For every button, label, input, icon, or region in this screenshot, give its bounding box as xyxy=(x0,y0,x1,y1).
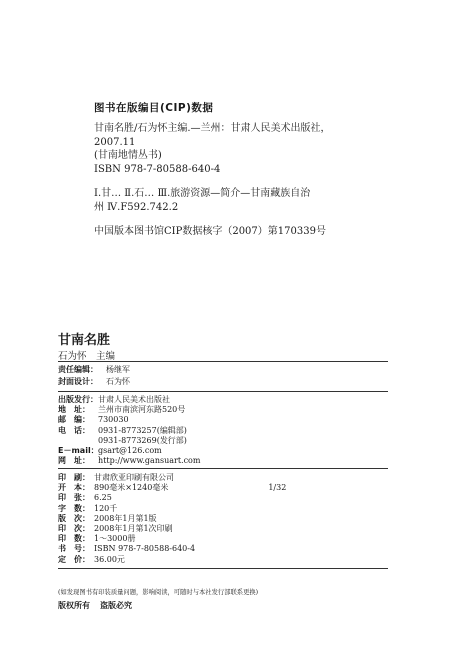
cip-title: 图书在版编目(CIP)数据 xyxy=(94,102,214,114)
divider xyxy=(58,391,388,392)
info-label: 网 址： xyxy=(58,456,90,466)
credit-value: 石为怀 xyxy=(106,377,130,386)
spec-row-edition xyxy=(58,514,286,524)
spec-value: 2008年1月第1次印刷 xyxy=(94,524,173,534)
publisher-info xyxy=(58,395,200,466)
credit-value: 杨继军 xyxy=(106,365,130,374)
address-value: 兰州市南滨河东路520号 xyxy=(98,405,186,415)
spec-row-copies xyxy=(58,534,286,544)
cip-line: 2007.11 xyxy=(94,136,136,148)
info-label: E－mail： xyxy=(58,446,99,456)
spec-value: 120千 xyxy=(94,503,118,513)
info-row-phone xyxy=(58,426,200,436)
email-value: gsart@126.com xyxy=(98,446,162,456)
spec-label: 印 数： xyxy=(58,534,90,544)
spec-value: 甘肃欣亚印刷有限公司 xyxy=(94,473,174,482)
quality-note: (如发现图书有印装质量问题，影响阅读，可随时与本社发行部联系更换) xyxy=(58,589,259,596)
spec-value: 1～3000册 xyxy=(94,534,136,544)
book-editor: 石为怀 主编 xyxy=(58,351,116,362)
info-row-email xyxy=(58,446,200,456)
spec-value: 890毫米×1240毫米 xyxy=(94,483,169,493)
info-label: 邮 编： xyxy=(58,415,90,425)
piracy-warning: 盗版必究 xyxy=(100,601,132,610)
spec-row-impression xyxy=(58,524,286,534)
cip-spacer xyxy=(94,176,331,187)
spec-value-fold: 1/32 xyxy=(268,483,287,493)
book-title: 甘南名胜 xyxy=(58,333,111,348)
info-label: 地 址： xyxy=(58,405,90,415)
cip-class-line: Ⅰ.甘… Ⅱ.石… Ⅲ.旅游资源—简介—甘南藏族自治 xyxy=(94,188,311,199)
phone-value: 0931-8773257(编辑部) xyxy=(98,425,187,435)
divider xyxy=(58,361,388,362)
spec-row-isbn xyxy=(58,544,286,554)
spec-label: 印 次： xyxy=(58,524,90,534)
info-row-publisher xyxy=(58,395,200,405)
cip-spacer xyxy=(94,214,331,225)
spec-value: 36.00元 xyxy=(94,554,125,564)
spec-row-format xyxy=(58,483,286,493)
spec-label: 版 次： xyxy=(58,513,90,523)
spec-label: 定 价： xyxy=(58,554,90,564)
info-row-postcode xyxy=(58,415,200,425)
publisher-name: 甘肃人民美术出版社 xyxy=(98,395,170,404)
spec-value: 6.25 xyxy=(94,493,112,503)
credit-label: 责任编辑： xyxy=(58,365,98,374)
spec-row-printer xyxy=(58,473,286,483)
spec-label: 开 本： xyxy=(58,483,90,493)
info-row-address xyxy=(58,405,200,415)
spec-label: 书 号： xyxy=(58,544,90,554)
divider xyxy=(58,468,388,469)
info-row-website xyxy=(58,456,200,466)
credit-label: 封面设计： xyxy=(58,377,98,386)
spec-label: 字 数： xyxy=(58,503,90,513)
spec-row-words xyxy=(58,504,286,514)
print-specs xyxy=(58,473,286,565)
cip-line: ISBN 978-7-80588-640-4 xyxy=(94,163,221,175)
rights-reserved: 版权所有 xyxy=(58,601,90,610)
info-label: 出版发行： xyxy=(58,395,98,404)
spec-label: 印 刷： xyxy=(58,473,90,482)
copyright-notice xyxy=(58,600,132,611)
cip-line: 甘南名胜/石为怀主编.—兰州：甘肃人民美术出版社， xyxy=(94,123,331,134)
credits-block xyxy=(58,364,130,388)
cip-number: 中国版本图书馆CIP数据核字（2007）第170339号 xyxy=(94,226,326,237)
spec-value: 2008年1月第1版 xyxy=(94,513,157,523)
info-label: 电 话： xyxy=(58,425,90,435)
phone-value-2: 0931-8773269(发行部) xyxy=(98,435,187,445)
cip-block xyxy=(94,122,331,239)
spec-row-sheets xyxy=(58,493,286,503)
cip-class-line: 州 Ⅳ.F592.742.2 xyxy=(94,201,179,213)
spec-row-price xyxy=(58,555,286,565)
credit-row xyxy=(58,376,130,388)
postcode-value: 730030 xyxy=(98,415,129,425)
website-value: http://www.gansuart.com xyxy=(98,456,201,466)
cip-line: (甘南地情丛书) xyxy=(94,150,162,161)
spec-value: ISBN 978-7-80588-640-4 xyxy=(94,544,196,554)
credit-row xyxy=(58,364,130,376)
spec-label: 印 张： xyxy=(58,493,90,503)
info-row-phone-2 xyxy=(58,436,200,446)
divider xyxy=(58,568,388,569)
